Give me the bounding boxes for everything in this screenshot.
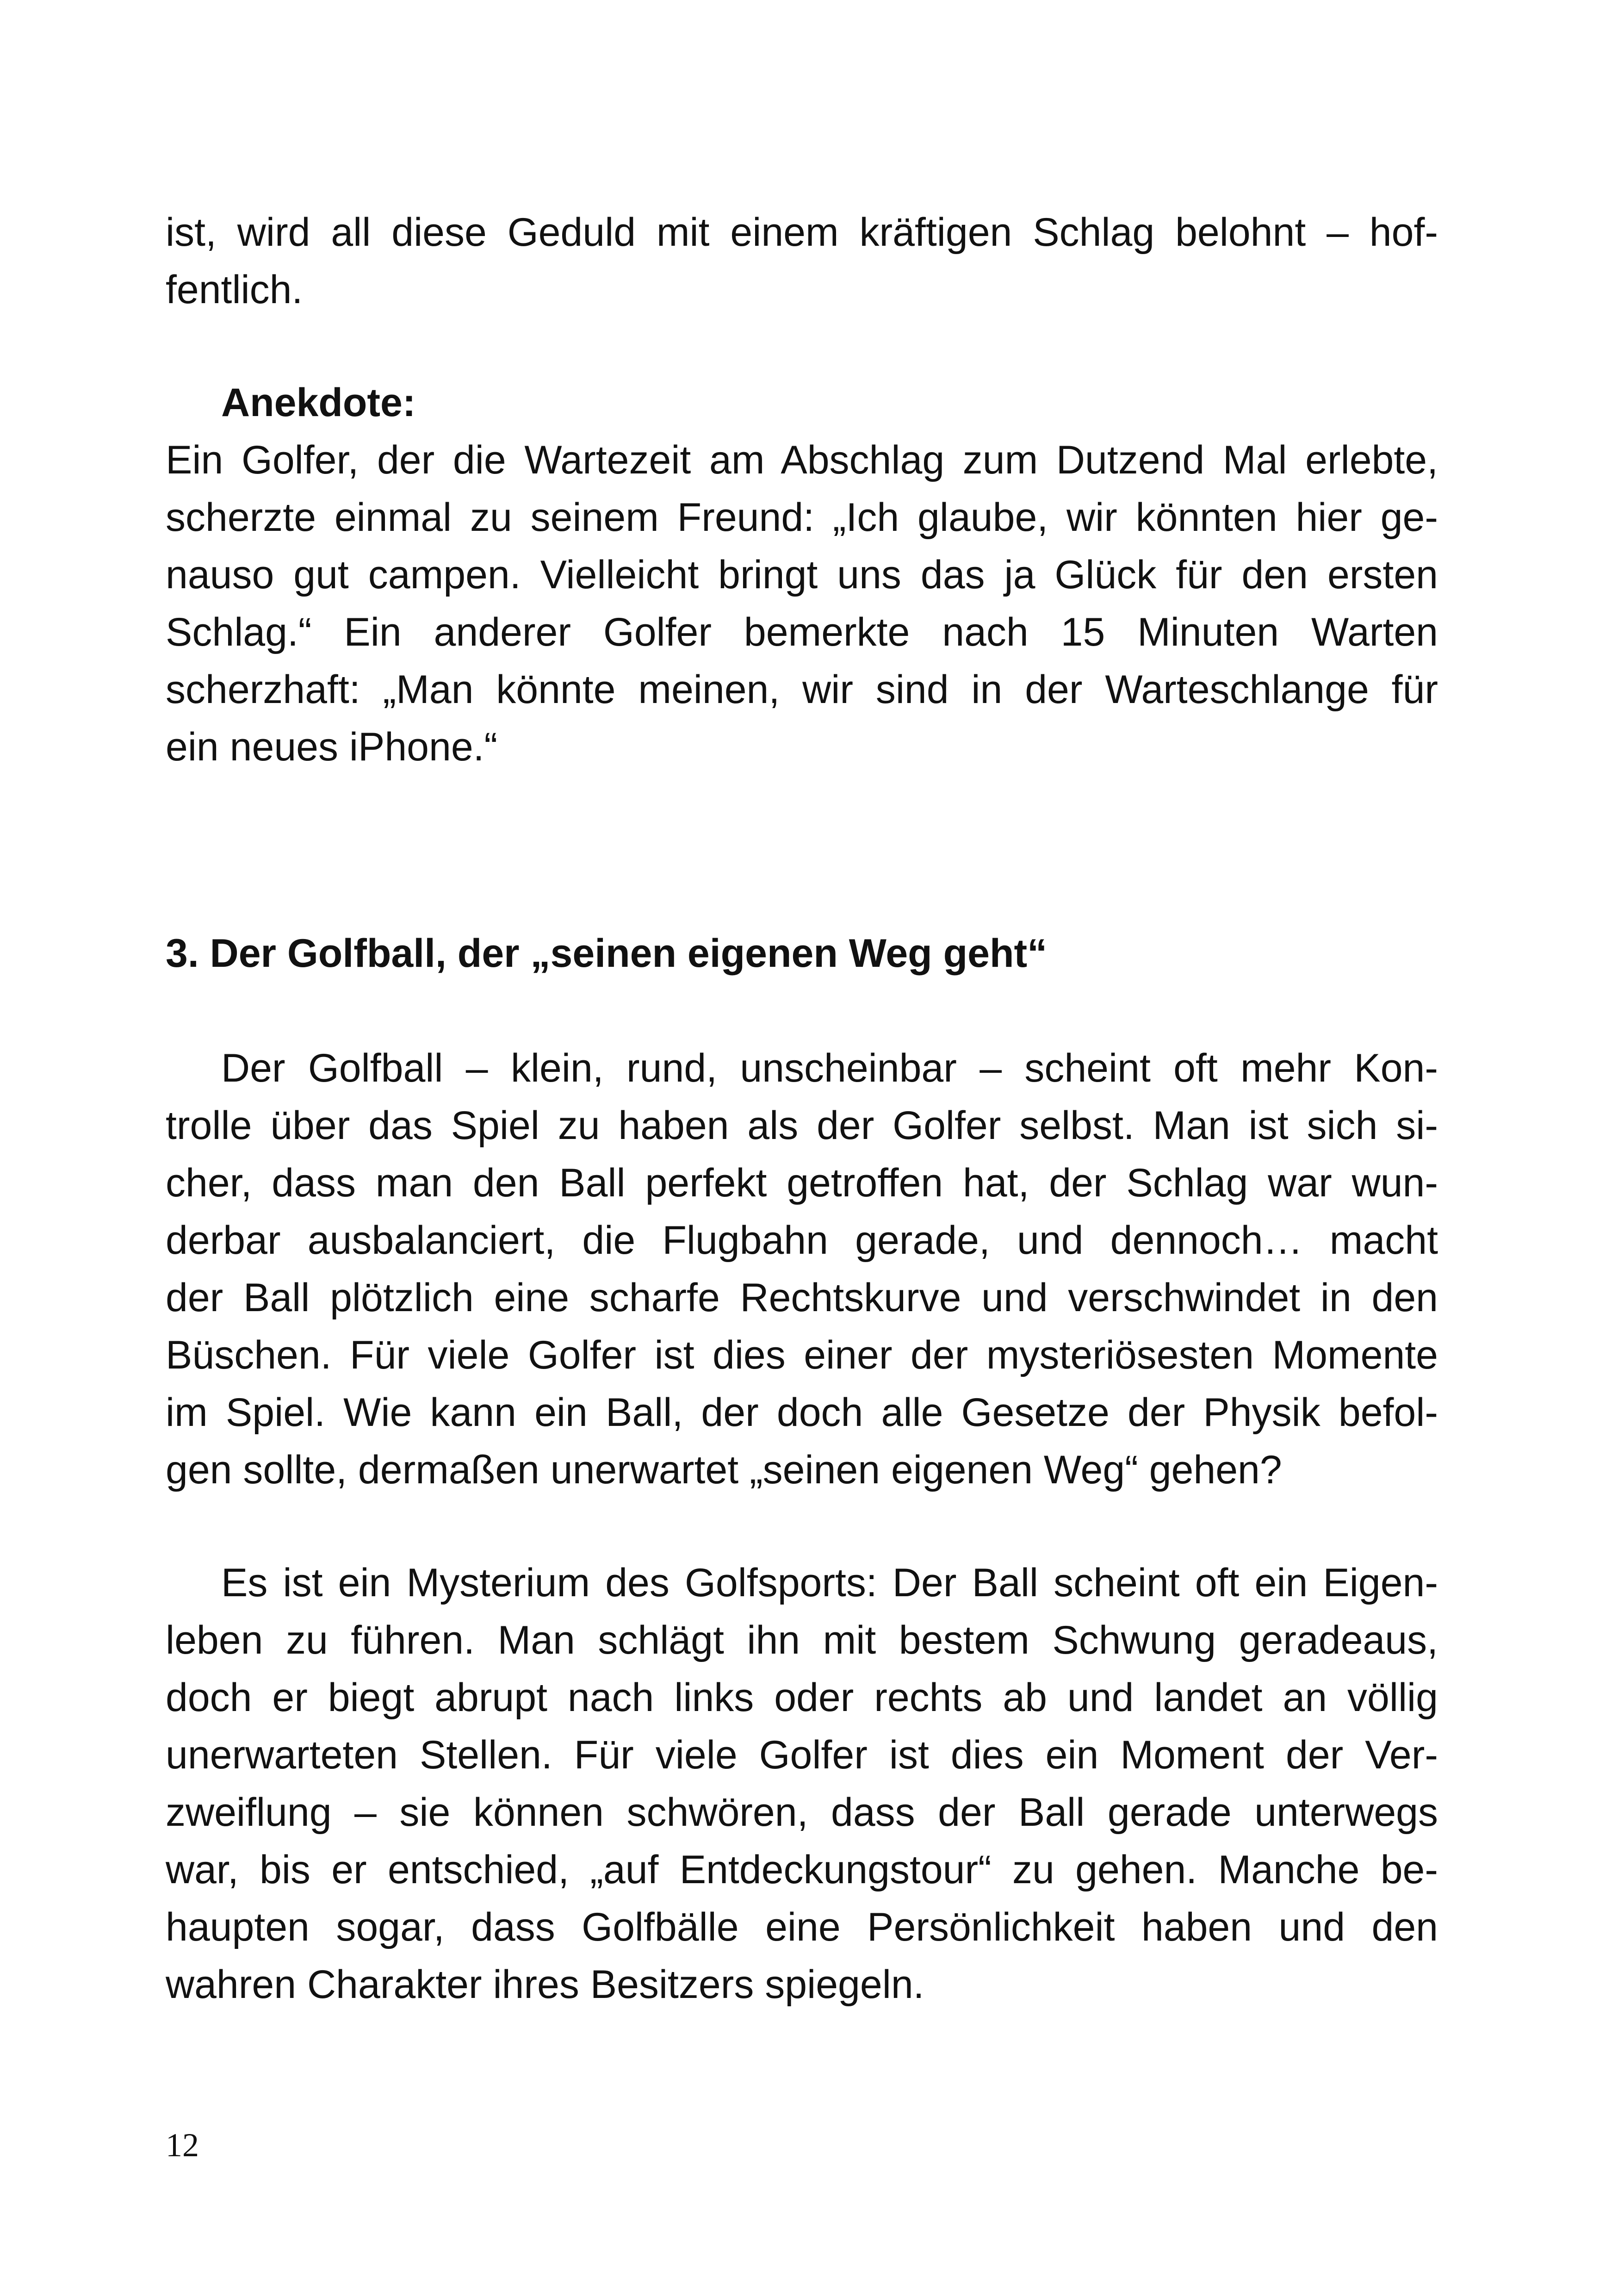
paragraph-line: Büschen. Für viele Golfer ist dies einer der mysteriösesten Momente <box>166 1333 1438 1377</box>
paragraph-line: haupten sogar, dass Golfbälle eine Persönlichkeit haben und den <box>166 1905 1438 1949</box>
anecdote-line: scherzhaft: „Man könnte meinen, wir sind in der Warteschlange für <box>166 667 1438 712</box>
paragraph-line: war, bis er entschied, „auf Entdeckungstour“ zu gehen. Manche be- <box>166 1848 1438 1892</box>
paragraph-line: Es ist ein Mysterium des Golfsports: Der Ball scheint oft ein Eigen- <box>221 1561 1438 1605</box>
anecdote-heading: Anekdote: <box>221 380 416 425</box>
paragraph-line: der Ball plötzlich eine scharfe Rechtskurve und verschwindet in den <box>166 1276 1438 1320</box>
paragraph-line: unerwarteten Stellen. Für viele Golfer ist dies ein Moment der Ver- <box>166 1733 1438 1777</box>
anecdote-line: nauso gut campen. Vielleicht bringt uns das ja Glück für den ersten <box>166 553 1438 597</box>
paragraph-line: derbar ausbalanciert, die Flugbahn gerade, und dennoch… macht <box>166 1218 1438 1263</box>
carryover-line: fentlich. <box>166 268 303 312</box>
anecdote-line: Schlag.“ Ein anderer Golfer bemerkte nach 15 Minuten Warten <box>166 610 1438 654</box>
anecdote-line: scherzte einmal zu seinem Freund: „Ich glaube, wir könnten hier ge- <box>166 495 1438 540</box>
paragraph-line: trolle über das Spiel zu haben als der Golfer selbst. Man ist sich si- <box>166 1103 1438 1148</box>
paragraph-line: cher, dass man den Ball perfekt getroffen hat, der Schlag war wun- <box>166 1161 1438 1205</box>
paragraph-line: leben zu führen. Man schlägt ihn mit bestem Schwung geradeaus, <box>166 1618 1438 1662</box>
paragraph-line: Der Golfball – klein, rund, unscheinbar – scheint oft mehr Kon- <box>221 1046 1438 1090</box>
paragraph-line: wahren Charakter ihres Besitzers spiegeln. <box>166 1962 924 2007</box>
page-number: 12 <box>166 2127 199 2164</box>
section-heading: 3. Der Golfball, der „seinen eigenen Weg geht“ <box>166 931 1048 976</box>
paragraph-line: gen sollte, dermaßen unerwartet „seinen eigenen Weg“ gehen? <box>166 1448 1282 1492</box>
paragraph-line: zweiflung – sie können schwören, dass der Ball gerade unterwegs <box>166 1790 1438 1835</box>
paragraph-line: im Spiel. Wie kann ein Ball, der doch alle Gesetze der Physik befol- <box>166 1390 1438 1435</box>
carryover-line: ist, wird all diese Geduld mit einem kräftigen Schlag belohnt – hof- <box>166 210 1438 255</box>
anecdote-line: ein neues iPhone.“ <box>166 725 498 769</box>
paragraph-line: doch er biegt abrupt nach links oder rechts ab und landet an völlig <box>166 1675 1438 1720</box>
anecdote-line: Ein Golfer, der die Wartezeit am Abschlag zum Dutzend Mal erlebte, <box>166 438 1438 482</box>
